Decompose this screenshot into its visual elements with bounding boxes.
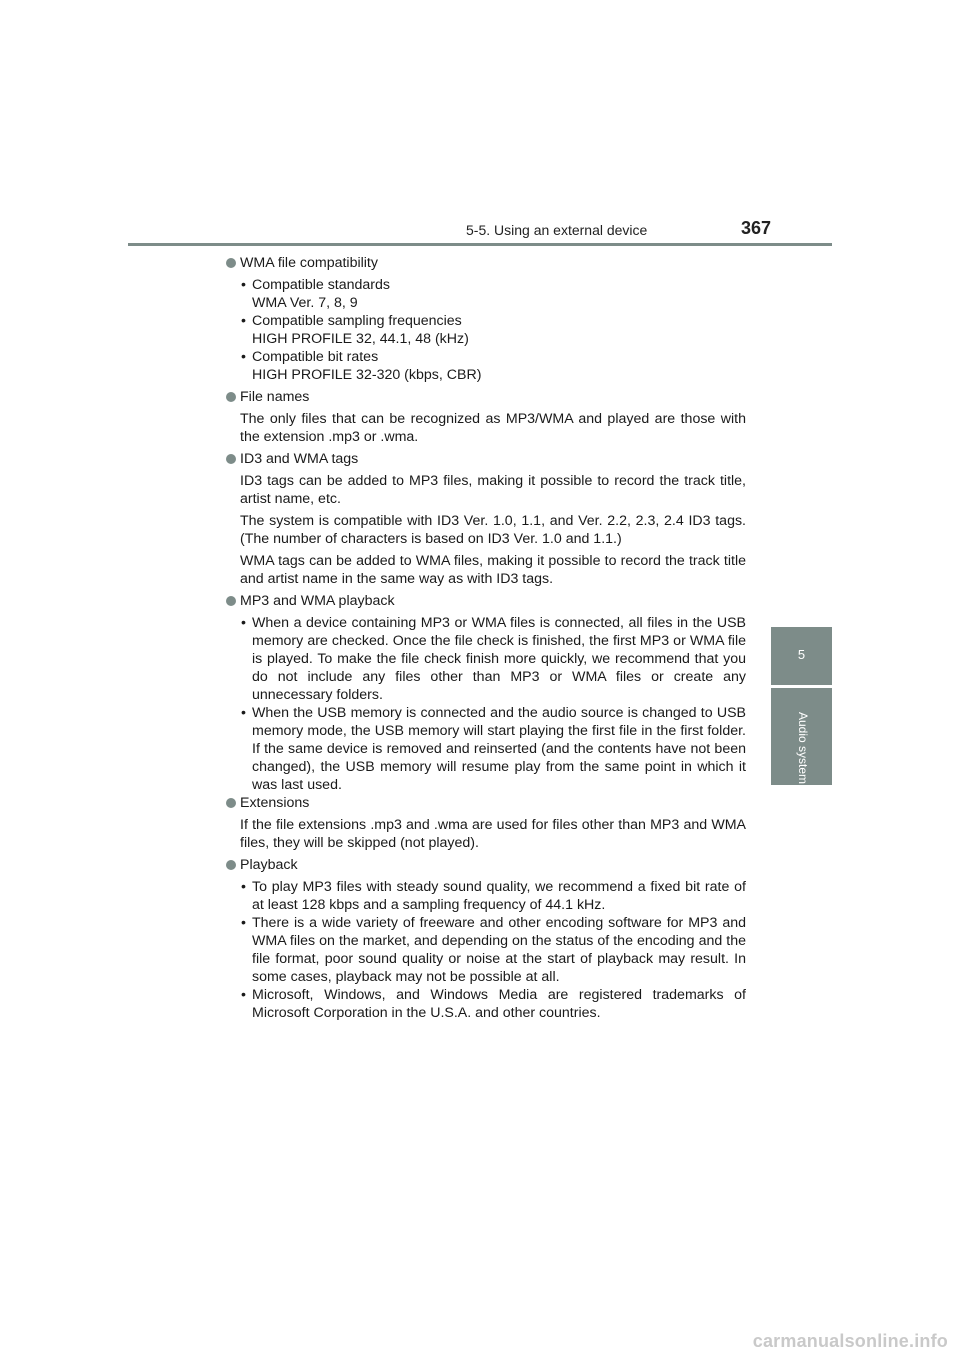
playback-tips-list (240, 878, 746, 1022)
chapter-number: 5 (797, 647, 806, 662)
section-title-text: Playback (240, 857, 298, 873)
chapter-label-tab (771, 688, 832, 785)
bullet-dot-icon (226, 596, 236, 606)
playback-notes-list (240, 614, 746, 794)
item-value: HIGH PROFILE 32, 44.1, 48 (kHz) (252, 331, 469, 347)
page-content (226, 254, 746, 1022)
section-title-text: Extensions (240, 795, 310, 811)
item-label: • Compatible standards (252, 277, 391, 293)
section-body: WMA tags can be added to WMA files, making it possible to record the track title and artist name in the same way as with ID3 tags. (240, 553, 746, 587)
section-title-text: MP3 and WMA playback (240, 593, 395, 609)
section-title: 5-5. Using an external device (466, 222, 648, 238)
list-item: • To play MP3 files with steady sound quality, we recommend a fixed bit rate of at least 128 kbps and a sampling frequency of 44.1 kHz. (240, 878, 746, 914)
bullet-dot-icon (226, 454, 236, 464)
section-body: The system is compatible with ID3 Ver. 1.0, 1.1, and Ver. 2.2, 2.3, 2.4 ID3 tags. (The number of characters is based on ID3 Ver. 1.0 and 1.1.) (240, 513, 746, 547)
list-item (240, 276, 746, 312)
bullet-dot-icon (226, 392, 236, 402)
section-body: ID3 tags can be added to MP3 files, making it possible to record the track title, artist name, etc. (240, 473, 746, 507)
section-heading (240, 856, 746, 874)
page-number: 367 (741, 218, 772, 238)
list-item: • When the USB memory is connected and the audio source is changed to USB memory mode, the USB memory will start playing the first file in the first folder. If the same device is removed and reinserted (and the contents have not been changed), the USB memory will resume play from the same point in which it was last used. (240, 704, 746, 794)
section-heading (240, 592, 746, 610)
list-item (240, 348, 746, 384)
page-header (0, 0, 960, 250)
list-item: • When a device containing MP3 or WMA files is connected, all files in the USB memory are checked. Once the file check is finished, the first MP3 or WMA file is played. To make the file check finish more quickly, we recommend that you do not include any files other than MP3 or WMA files or create any unnecessary folders. (240, 614, 746, 704)
section-id3-wma-tags (226, 450, 746, 588)
section-extensions (226, 794, 746, 852)
section-wma-compatibility (226, 254, 746, 384)
section-title-text: WMA file compatibility (240, 255, 378, 271)
section-heading (240, 794, 746, 812)
list-item: • There is a wide variety of freeware and other encoding software for MP3 and WMA files on the market, and depending on the status of the encoding and the file format, poor sound quality or noise at the start of playback may result. In some cases, playback may not be possible at all. (240, 914, 746, 986)
section-heading (240, 450, 746, 468)
watermark: carmanualsonline.info (752, 1331, 948, 1351)
section-body: If the file extensions .mp3 and .wma are used for files other than MP3 and WMA files, they will be skipped (not played). (240, 817, 746, 851)
bullet-dot-icon (226, 798, 236, 808)
header-divider (128, 243, 832, 246)
section-heading (240, 388, 746, 406)
compatibility-list (240, 276, 746, 384)
item-label: • Compatible bit rates (252, 349, 379, 365)
item-value: WMA Ver. 7, 8, 9 (252, 295, 358, 311)
section-playback (226, 856, 746, 1022)
item-label: • Compatible sampling frequencies (252, 313, 462, 329)
section-file-names (226, 388, 746, 446)
section-heading (240, 254, 746, 272)
section-mp3-wma-playback (226, 592, 746, 794)
chapter-tab (771, 627, 832, 685)
section-body: The only files that can be recognized as MP3/WMA and played are those with the extension .mp3 or .wma. (240, 411, 746, 445)
section-title-text: File names (240, 389, 310, 405)
bullet-dot-icon (226, 860, 236, 870)
list-item (240, 312, 746, 348)
list-item: • Microsoft, Windows, and Windows Media are registered trademarks of Microsoft Corporation in the U.S.A. and other countries. (240, 986, 746, 1022)
section-title-text: ID3 and WMA tags (240, 451, 359, 467)
chapter-label: Audio system (796, 712, 810, 785)
item-value: HIGH PROFILE 32-320 (kbps, CBR) (252, 367, 482, 383)
bullet-dot-icon (226, 258, 236, 268)
